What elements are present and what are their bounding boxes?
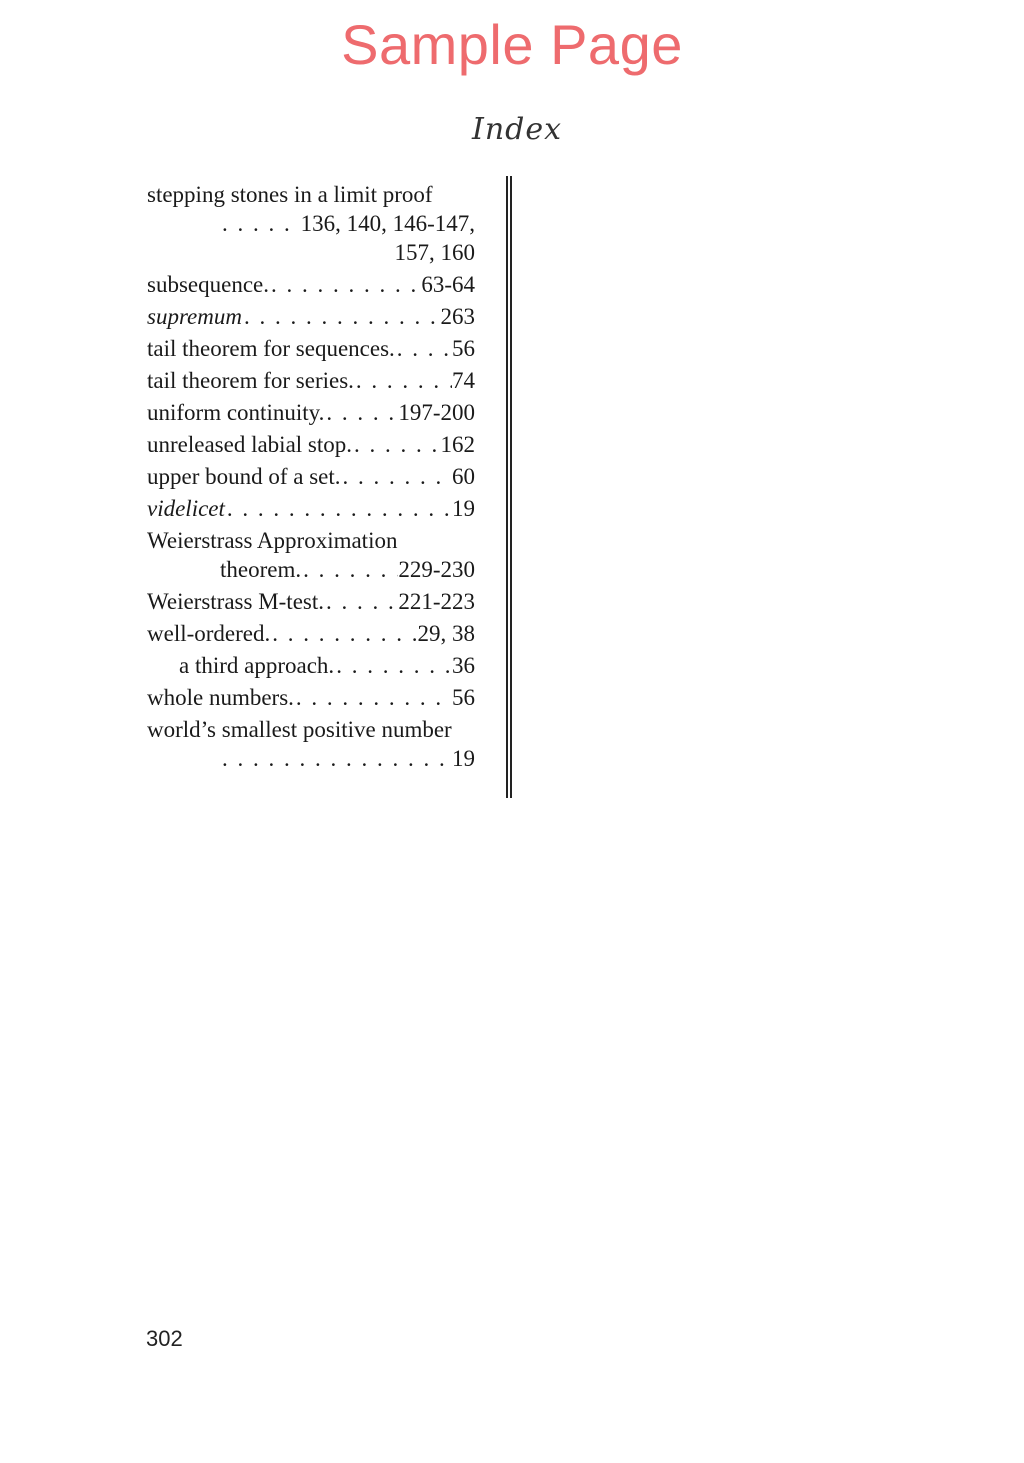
index-subentry [147,651,475,680]
index-entry [147,270,475,299]
index-term: whole numbers. [147,685,294,710]
index-entry-line [147,270,475,299]
index-entry-line [147,494,475,523]
index-pages: 36 [452,653,475,678]
index-pages: 263 [440,304,475,329]
dot-leader [225,494,452,523]
index-entry-line [147,587,475,616]
dot-leader [220,209,290,238]
index-pages: 74 [452,368,475,393]
index-term: stepping stones in a limit proof [147,182,433,207]
index-pages: 19 [452,746,475,771]
index-entry [147,366,475,395]
dot-leader [324,398,398,427]
index-entry [147,334,475,363]
index-entry-line [147,209,475,238]
index-entry-line [147,619,475,648]
sample-page-watermark: Sample Page [341,13,683,76]
index-entry-line [147,555,475,584]
index-pages: 19 [452,496,475,521]
dot-leader [269,270,421,299]
index-term: tail theorem for sequences. [147,336,395,361]
index-pages: 56 [452,685,475,710]
index-term: videlicet [147,496,225,521]
index-entry-line [147,462,475,491]
dot-leader [354,366,452,395]
index-pages: 157, 160 [394,240,475,265]
index-term-continued: theorem. [220,557,302,582]
index-term: Weierstrass Approximation [147,528,398,553]
index-pages: 197-200 [398,400,475,425]
index-entry [147,587,475,616]
index-entry [147,462,475,491]
index-entry [147,430,475,459]
index-term: supremum [147,304,242,329]
dot-leader [324,587,398,616]
dot-leader [334,651,452,680]
index-entry-line [147,238,475,267]
index-pages: 56 [452,336,475,361]
index-term: uniform continuity. [147,400,325,425]
page-title: Index [471,112,563,147]
index-term: well-ordered. [147,621,271,646]
dot-leader [242,302,441,331]
column-double-rule [506,176,512,798]
index-term: a third approach. [179,653,335,678]
index-pages: 63-64 [421,272,475,297]
index-pages: 29, 38 [417,621,475,646]
index-pages: 60 [452,464,475,489]
index-entry-line [147,744,475,773]
index-entry-line [147,715,475,744]
page-number: 302 [146,1326,183,1351]
index-entry-line [147,334,475,363]
index-pages: 136, 140, 146-147, [300,211,475,236]
index-term: world’s smallest positive number [147,717,452,742]
index-entry [147,619,475,648]
index-entry-line [147,683,475,712]
index-entry [147,180,475,267]
dot-leader [294,683,452,712]
index-pages: 221-223 [398,589,475,614]
dot-leader [352,430,440,459]
index-entry [147,526,475,584]
dot-leader [220,744,452,773]
index-term: unreleased labial stop. [147,432,353,457]
index-entry-line [147,180,475,209]
index-entry-line [147,526,475,555]
index-pages: 162 [440,432,475,457]
index-entry-line [147,302,475,331]
dot-leader [270,619,417,648]
index-term: upper bound of a set. [147,464,341,489]
index-term: subsequence. [147,272,269,297]
index-column [147,180,475,776]
index-entry [147,302,475,331]
index-entry [147,683,475,712]
dot-leader [395,334,452,363]
index-entry-line [147,366,475,395]
index-entry-line [147,398,475,427]
index-entry [147,494,475,523]
dot-leader [341,462,452,491]
index-term: tail theorem for series. [147,368,354,393]
dot-leader [301,555,398,584]
index-entry-line [147,651,475,680]
index-term: Weierstrass M-test. [147,589,324,614]
index-entry-line [147,430,475,459]
index-entry [147,398,475,427]
index-pages: 229-230 [398,557,475,582]
index-entry [147,715,475,773]
